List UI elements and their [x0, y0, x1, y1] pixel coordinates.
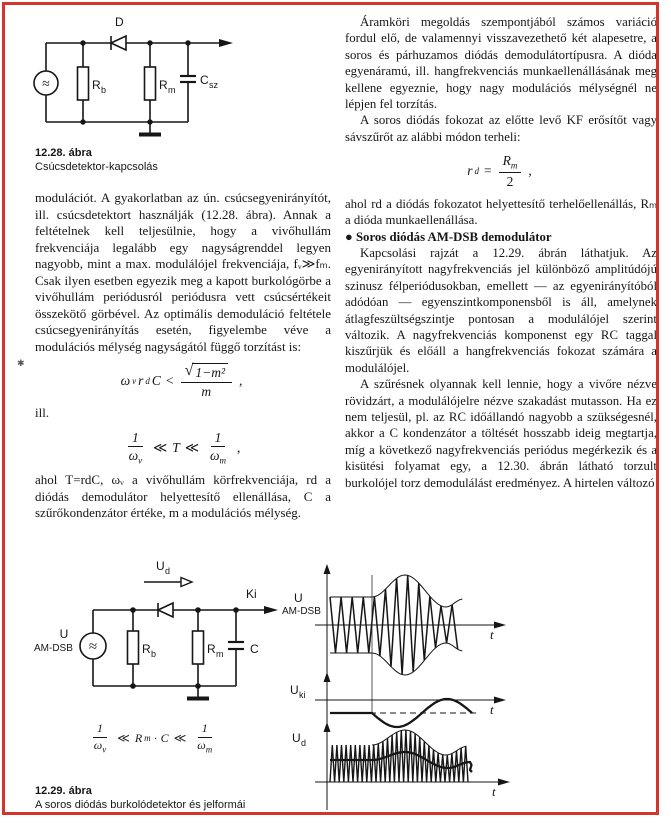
- figure-1229-caption-number: 12.29. ábra: [35, 785, 92, 797]
- csz-label: C: [200, 73, 209, 87]
- figure-1228-caption-text: Csúcsdetektor-kapcsolás: [35, 161, 158, 173]
- margin-mark: ✱: [17, 358, 25, 368]
- plot2-uki-sub: ki: [299, 690, 306, 700]
- formula-rd: r d = $\frac{R_m}{2}$ ,: [467, 153, 532, 190]
- plot3-rectified-pulses: [330, 730, 468, 782]
- left-paragraph-1: modulációt. A gyakorlatban az ún. csúcsegyenirányítót, ill. csúcsdetektort használják (12.28. ábra). Annak a feltételnek kell teljesülnie, hogy a vivőhullám frekvenciája legalább egy nagyságrenddel legyen nagyobb, mint a max. modulálójel frekvenciája, fᵥ≫fₘ. Csak ilyen esetben egyezik meg a kapott burkológörbe a vivőhullám periódusról periódusra vett csúcsértékeit összekötő görbével. Az optimális demoduláció feltétele csúcsegyenirányítás esetén, figyelembe véve a modulációs mélység nagyságától függő torzítást is:: [35, 190, 331, 354]
- ud-arrow-label: U: [156, 559, 165, 573]
- figure-1228-caption: [35, 146, 158, 174]
- rb-label: R: [142, 642, 151, 656]
- rm-label: R: [159, 78, 168, 92]
- plot1-t-label: t: [490, 627, 494, 642]
- diode-icon: [158, 603, 173, 617]
- formula-distortion: ω v r d C < √ 1−m² m ,: [120, 362, 243, 399]
- plot3-ud-sub: d: [301, 738, 307, 748]
- bullet-icon: ●: [345, 229, 353, 244]
- resistor-rb: [78, 67, 89, 100]
- figure-1229-caption: [35, 784, 245, 812]
- plot3-t-label: t: [492, 784, 496, 799]
- resistor-rb: [128, 631, 139, 664]
- right-paragraph-3: ahol rd a diódás fokozatot helyettesítő terhelőellenállás, Rₘ a dióda munkaellenállása.: [345, 196, 657, 228]
- source-amdsb-label: AM-DSB: [34, 643, 73, 654]
- plot1-amdsb-label: AM-DSB: [282, 606, 321, 617]
- formula-rmc: $\frac{1}{\omega_v}$ ≪ R m · C ≪ $\frac{1}{\omega_m}$: [93, 721, 213, 755]
- right-paragraph-5: A szűrésnek olyannak kell lennie, hogy a vivőre nézve rövidzárt, a modulálójelre nézve szakadást mutasson. Ha ez nem teljesül, pl. az RC időállandó nagyobb a szükségesnél, akkor a C kondenzátor a töltését hosszabb ideig megtartja, míg a következő nagyfrekvenciás periódus megérkezik és a kisütési folyamat egy, a 12.30. ábrán látható torzult burkolójel torz demodulálást eredményez. A hirtelen változó: [345, 377, 657, 490]
- source-u-label: U: [59, 627, 69, 641]
- figure-1228-caption-number: 12.28. ábra: [35, 147, 92, 159]
- figure-1229-waveforms: [280, 560, 525, 818]
- section-heading: ● Soros diódás AM-DSB demodulátor: [345, 229, 552, 244]
- rb-label: R: [92, 78, 101, 92]
- csz-label-sub: sz: [209, 80, 218, 90]
- right-paragraph-4: Kapcsolási rajzát a 12.29. ábrán láthatjuk. Az egyenirányított nagyfrekvenciás jel különböző amplitúdójú szinusz félperiódusokban, emellett — az egyenirányítóból adódóan — egyenszintkomponensből is áll, amelynek átlagfeszültségszintje pontosan a modulálójel szerint változik. A nagyfrekvenciás komponenst egy RC taggal kiszűrjük és előáll a hangfrekvenciás fokozat számára a modulálójel.: [345, 246, 657, 375]
- diode-label: D: [115, 15, 124, 29]
- output-arrow: [264, 606, 278, 614]
- plot1-u-label: U: [294, 591, 303, 605]
- output-arrow: [219, 39, 233, 47]
- plot3-u-label: U: [292, 731, 301, 745]
- left-paragraph-2: ahol T=rdC, ωᵥ a vivőhullám körfrekvenciája, rd a diódás demodulátor helyettesítő ellenállása, C a szűrőkondenzátor értéke, m a modulációs mélység.: [35, 472, 331, 521]
- left-text-column: [35, 190, 331, 522]
- right-paragraph-2: A soros diódás fokozat az előtte levő KF erősítőt vagy sávszűrőt az alábbi módon terheli:: [345, 113, 657, 144]
- rm-label: R: [207, 642, 216, 656]
- plot2-t-label: t: [490, 702, 494, 717]
- right-text-column: [345, 14, 657, 491]
- formula-time-constant: $\frac{1}{\omega_v}$ ≪ T ≪ $\frac{1}{\omega_m}$ ,: [128, 429, 241, 466]
- ud-arrow-label-sub: d: [165, 566, 171, 576]
- diode-icon: [111, 36, 126, 50]
- plot2-u-label: U: [290, 683, 299, 697]
- c-label: C: [250, 642, 259, 656]
- resistor-rm: [193, 631, 204, 664]
- figure-1228-circuit: [30, 14, 300, 146]
- plot1-envelope-bottom: [330, 643, 462, 675]
- rm-label-sub: m: [216, 649, 224, 659]
- figure-1229-circuit: [30, 556, 290, 714]
- rm-label-sub: m: [168, 85, 176, 95]
- right-paragraph-1: Áramköri megoldás szempontjából számos variáció fordul elő, de valamennyi visszavezethető két alapesetre, a soros és párhuzamos diódás demodulátortípusra. A dióda egyenáramú, ill. hangfrekvenciás munkaellenállásának meg kellene egyeznie, hogy nagy modulációs mélységnél ne lépjen fel torzítás.: [345, 15, 657, 112]
- ud-arrowhead-icon: [181, 578, 192, 587]
- plot1-carrier: [330, 575, 458, 674]
- ki-label: Ki: [246, 587, 257, 601]
- ac-source-symbol: ≈: [42, 77, 50, 92]
- rb-label-sub: b: [101, 85, 107, 95]
- ac-source-symbol: ≈: [88, 639, 98, 655]
- resistor-rm: [145, 67, 156, 100]
- ill-label: ill.: [35, 405, 50, 421]
- figure-1229-caption-text: A soros diódás burkolódetektor és jelformái: [35, 799, 246, 811]
- rb-label-sub: b: [151, 649, 157, 659]
